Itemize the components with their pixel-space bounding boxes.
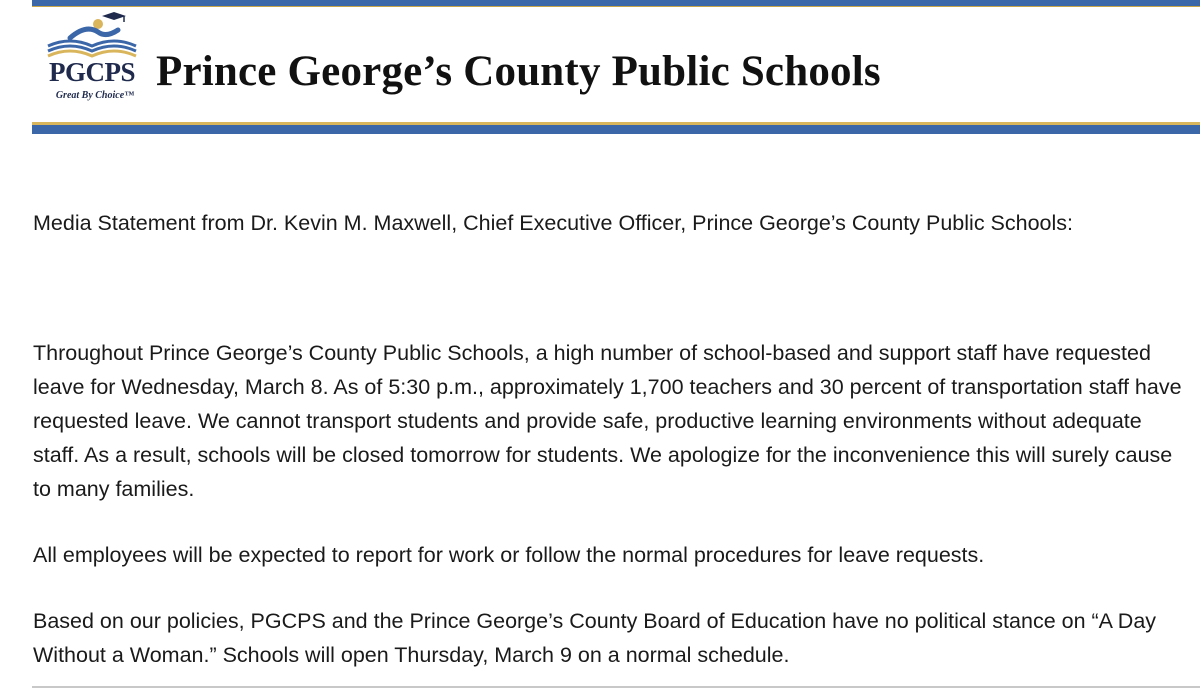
header-top-rule xyxy=(32,0,1200,7)
statement-intro: Media Statement from Dr. Kevin M. Maxwell, Chief Executive Officer, Prince George’s County Public Schools: xyxy=(33,211,1073,235)
book-and-figure-icon xyxy=(40,10,144,60)
logo-tagline: Great By Choice™ xyxy=(55,90,135,101)
header-banner xyxy=(32,0,1200,134)
statement-policy: Based on our policies, PGCPS and the Prince George’s County Board of Education have no political stance on “A Day Without a Woman.” Schools will open Thursday, March 9 on a normal schedule. xyxy=(33,609,1157,667)
pgcps-logo xyxy=(40,10,144,108)
organization-name: Prince George’s County Public Schools xyxy=(156,48,881,95)
statement-body: Throughout Prince George’s County Public Schools, a high number of school-based and support staff have requested leave for Wednesday, March 8. As of 5:30 p.m., approximately 1,700 teachers and 30 percent of transportation staff have requested leave. We cannot transport students and provide safe, productive learning environments without adequate staff. As a result, schools will be closed tomorrow for students. We apologize for the inconvenience this will surely cause to many families. xyxy=(33,341,1182,501)
header-bottom-rule xyxy=(32,122,1200,134)
statement-employees: All employees will be expected to report for work or follow the normal procedures for leave requests. xyxy=(33,543,985,567)
footer-divider xyxy=(32,686,1200,688)
logo-abbreviation: PGCPS xyxy=(48,57,135,87)
